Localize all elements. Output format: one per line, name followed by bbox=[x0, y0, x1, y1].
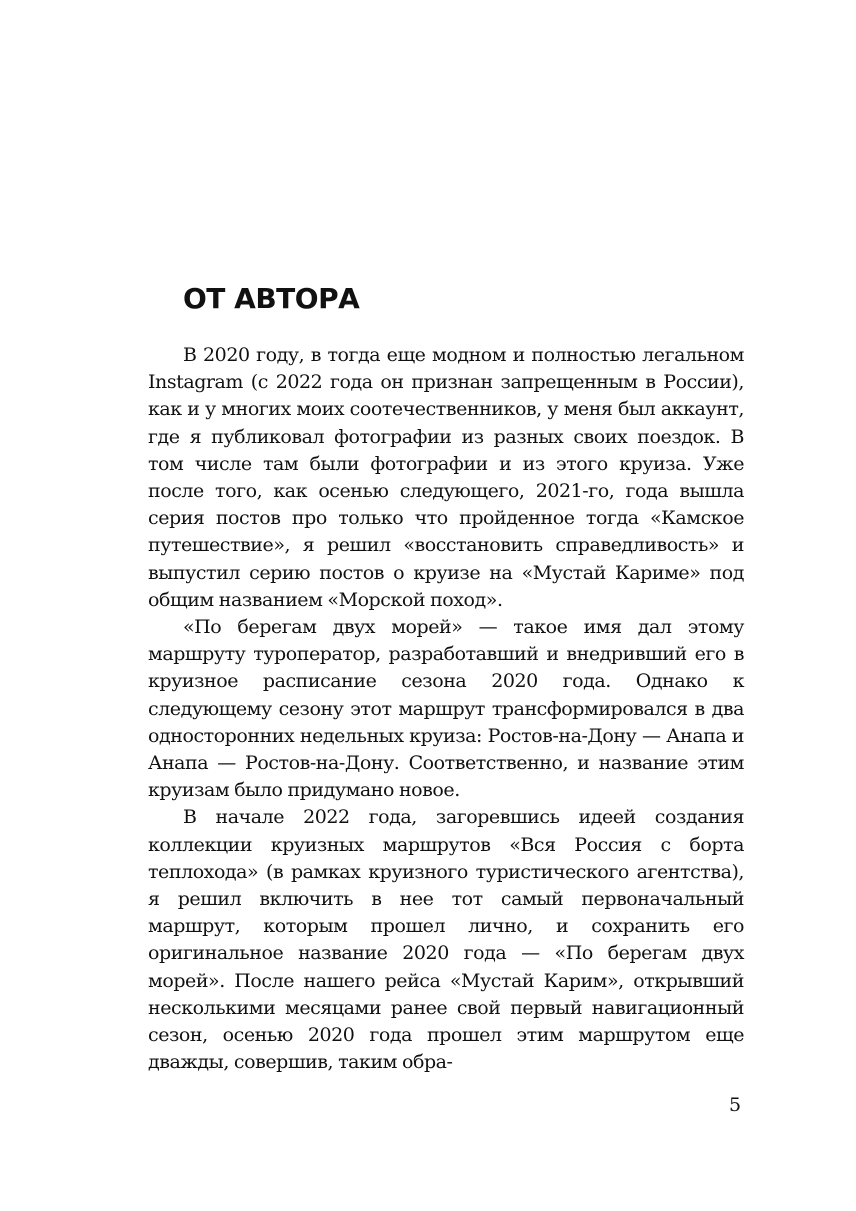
chapter-title: ОТ АВТОРА bbox=[183, 282, 360, 315]
paragraph: В 2020 году, в тогда еще модном и полностью легальном Instagram (с 2022 года он признан запрещенным в России), как и у многих моих соотечественников, у меня был аккаунт, где я публиковал фотографии из разных своих поездок. В том числе там были фотографии и из этого круиза. Уже после того, как осенью следующего, 2021-го, года вышла серия постов про только что пройденное тогда «Камское путешествие», я решил «восстановить справедливость» и выпустил серию постов о круизе на «Мустай Кариме» под общим названием «Морской поход». bbox=[148, 344, 744, 611]
paragraph: «По берегам двух морей» — такое имя дал этому маршруту туроператор, разработавший и внедривший его в круизное расписание сезона 2020 года. Однако к следующему сезону этот маршрут трансформировался в два односторонних недельных круиза: Ростов-на-Дону — Анапа и Анапа — Ростов-на-Дону. Соответственно, и название этим круизам было придумано новое. bbox=[148, 616, 744, 802]
paragraph: В начале 2022 года, загоревшись идеей создания коллекции круизных маршрутов «Вся Россия с борта теплохода» (в рамках круизного туристического агентства), я решил включить в нее тот самый первоначальный маршрут, которым прошел лично, и сохранить его оригинальное название 2020 года — «По берегам двух морей». После нашего рейса «Мустай Карим», открывший несколькими месяцами ранее свой первый навигационный сезон, осенью 2020 года прошел этим маршрутом еще дважды, совершив, таким обра- bbox=[148, 806, 744, 1074]
page-number: 5 bbox=[729, 1094, 742, 1116]
chapter-body bbox=[148, 342, 744, 1076]
